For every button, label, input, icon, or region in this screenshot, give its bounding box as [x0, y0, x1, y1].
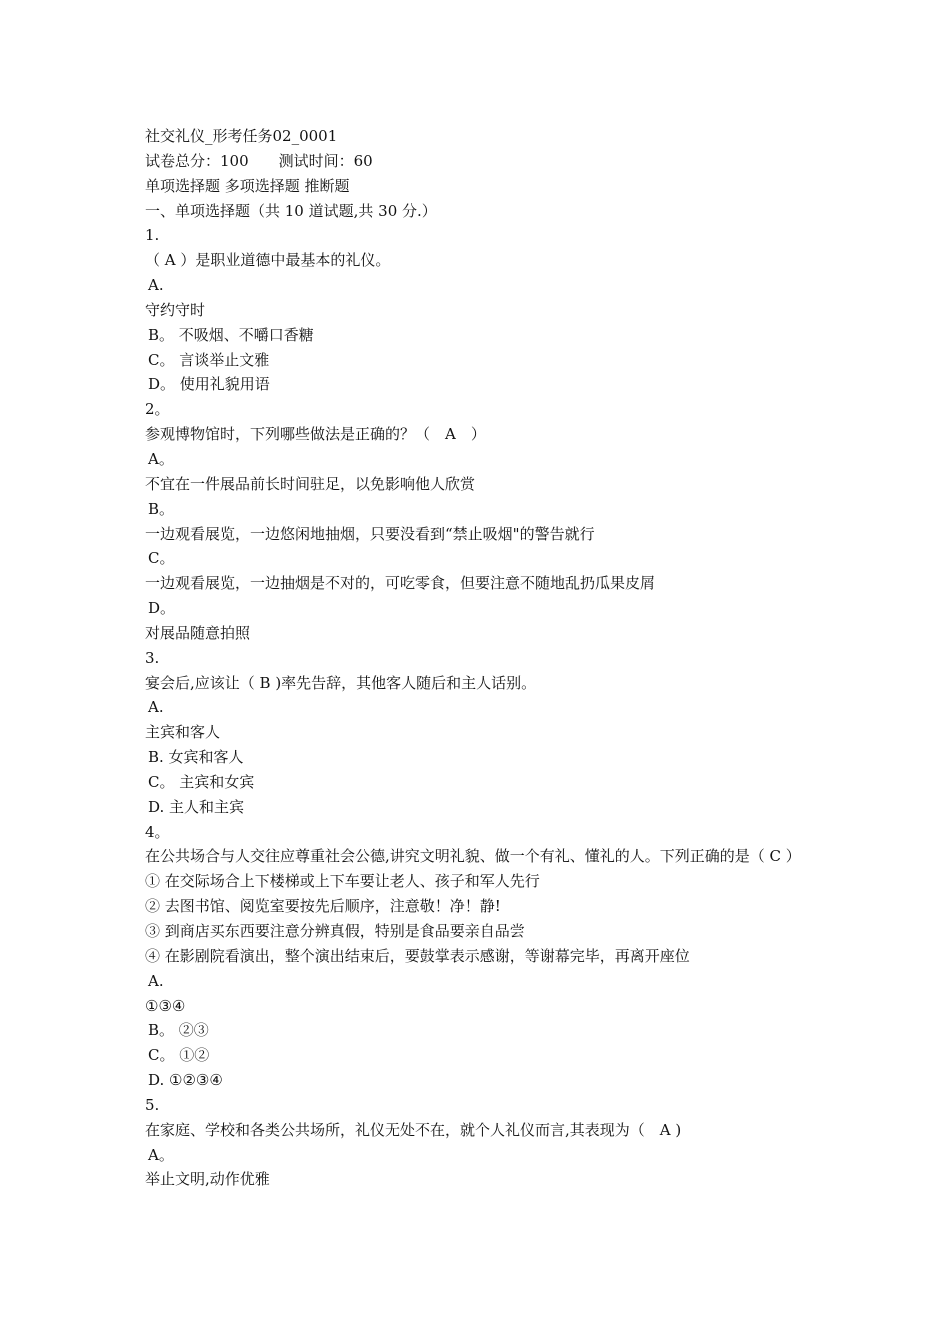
- option-text-d: 对展品随意拍照: [145, 623, 251, 642]
- option-text-a: 守约守时: [145, 300, 206, 319]
- option-b: B。 不吸烟、不嚼口香糖: [148, 325, 314, 344]
- option-text-c: 一边观看展览，一边抽烟是不对的，可吃零食，但要注意不随地乱扔瓜果皮屑: [145, 574, 656, 593]
- option-text-b: 一边观看展览，一边悠闲地抽烟，只要没看到“禁止吸烟"的警告就行: [145, 524, 595, 543]
- question-number: 3.: [145, 648, 160, 667]
- option-b: B. 女宾和客人: [148, 748, 244, 767]
- question-5: [145, 1093, 825, 1192]
- exam-meta: [145, 149, 825, 174]
- option-d: D. 主人和主宾: [148, 797, 245, 816]
- option-label-a: A.: [148, 276, 164, 295]
- option-label-a: A。: [148, 449, 174, 468]
- option-label-a: A。: [148, 1145, 174, 1164]
- total-score: 试卷总分：100: [145, 151, 249, 170]
- exam-document: [145, 124, 825, 1192]
- statement-1: ① 在交际场合上下楼梯或上下车要让老人、孩子和军人先行: [145, 872, 540, 891]
- question-number: 4。: [145, 822, 170, 841]
- question-number: 1.: [145, 226, 160, 245]
- option-text-a: ①③④: [145, 996, 186, 1015]
- section-title: 一、单项选择题（共 10 道试题,共 30 分.）: [145, 201, 437, 220]
- option-label-d: D。: [148, 599, 176, 618]
- question-stem: 参观博物馆时，下列哪些做法是正确的？（ A ）: [145, 425, 486, 444]
- option-c: C。 主宾和女宾: [148, 772, 255, 791]
- option-c: C。 言谈举止文雅: [148, 350, 270, 369]
- question-stem: 在公共场合与人交往应尊重社会公德,讲究文明礼貌、做一个有礼、懂礼的人。下列正确的是（ C ）: [145, 847, 801, 866]
- option-d: D。 使用礼貌用语: [148, 375, 270, 394]
- question-stem: 宴会后,应该让（ B )率先告辞，其他客人随后和主人话别。: [145, 673, 537, 692]
- question-number: 2。: [145, 400, 170, 419]
- option-text-a: 举止文明,动作优雅: [145, 1170, 270, 1189]
- section-nav: 单项选择题 多项选择题 推断题: [145, 176, 350, 195]
- question-number: 5.: [145, 1095, 160, 1114]
- option-c: C。 ①②: [148, 1046, 210, 1065]
- question-stem: 在家庭、学校和各类公共场所，礼仪无处不在，就个人礼仪而言,其表现为（ A ): [145, 1120, 682, 1139]
- option-text-a: 不宜在一件展品前长时间驻足，以免影响他人欣赏: [145, 474, 476, 493]
- option-d: D. ①②③④: [148, 1071, 223, 1090]
- option-label-b: B。: [148, 499, 175, 518]
- statement-3: ③ 到商店买东西要注意分辨真假，特别是食品要亲自品尝: [145, 922, 525, 940]
- test-time: 测试时间：60: [278, 151, 373, 170]
- question-stem: （ A ）是职业道德中最基本的礼仪。: [145, 251, 391, 270]
- option-b: B。 ②③: [148, 1021, 209, 1040]
- question-3: [145, 646, 825, 820]
- exam-title: 社交礼仪_形考任务02_0001: [145, 127, 338, 145]
- question-2: [145, 397, 825, 645]
- statement-2: ② 去图书馆、阅览室要按先后顺序，注意敬！净！静!: [145, 897, 501, 916]
- question-4: [145, 820, 825, 1093]
- option-label-a: A.: [148, 971, 164, 990]
- option-text-a: 主宾和客人: [145, 723, 221, 742]
- option-label-a: A.: [148, 698, 164, 717]
- statement-4: ④ 在影剧院看演出，整个演出结束后，要鼓掌表示感谢，等谢幕完毕，再离开座位: [145, 946, 690, 965]
- question-1: [145, 223, 825, 397]
- option-label-c: C。: [148, 549, 175, 568]
